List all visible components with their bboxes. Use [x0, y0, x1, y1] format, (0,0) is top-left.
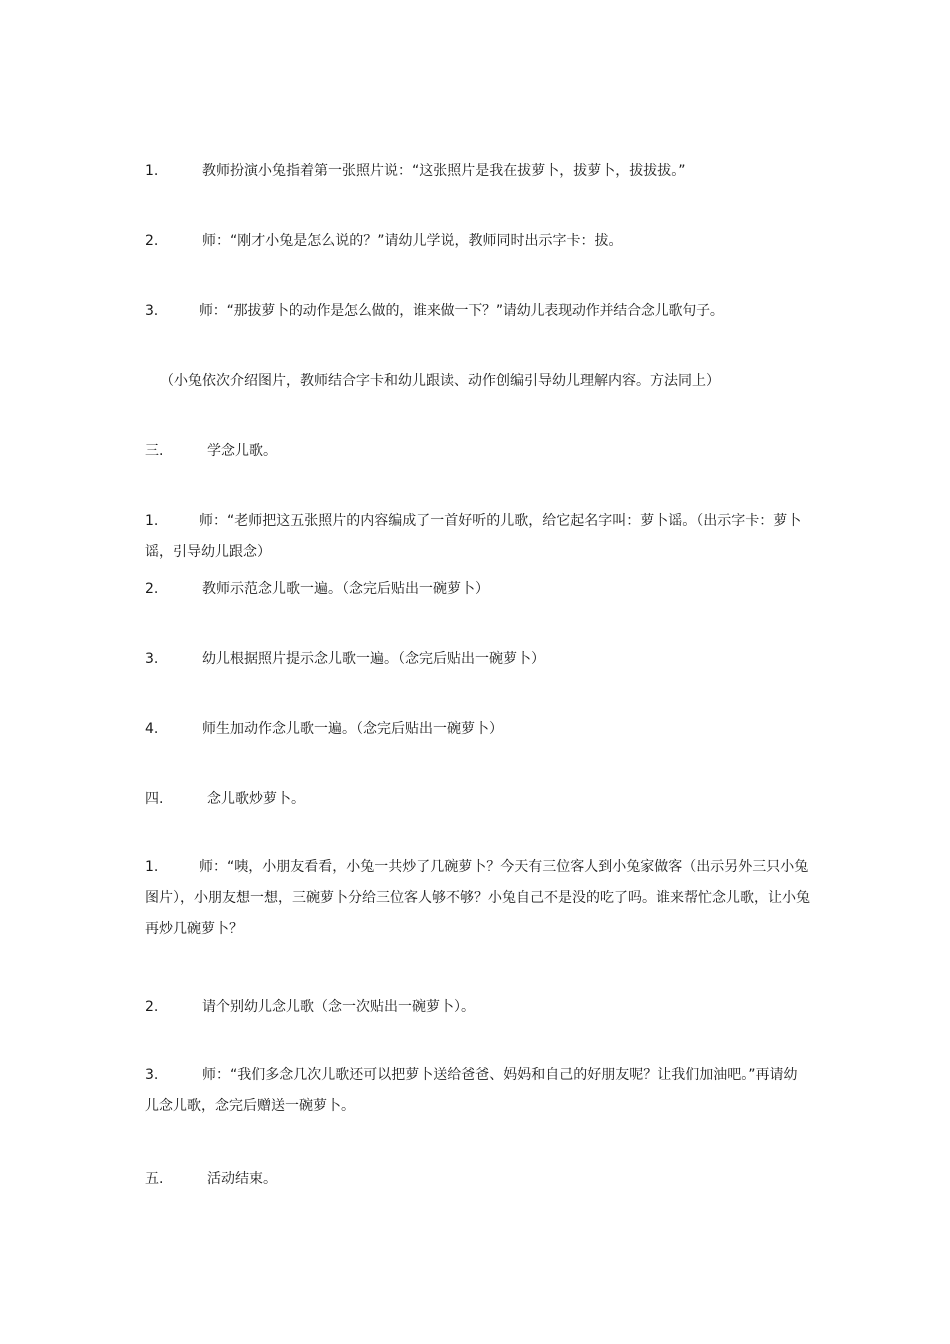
section-heading-3 — [145, 436, 810, 466]
item-text: 教师扮演小兔指着第一张照片说：“这张照片是我在拔萝卜，拔萝卜，拔拔拔。” — [202, 163, 686, 179]
paragraph-item-3b — [145, 644, 810, 674]
item-number: 1. — [145, 163, 159, 179]
section-title: 学念儿歌。 — [207, 443, 277, 459]
item-number: 1. — [145, 513, 159, 529]
item-number: 3. — [145, 1067, 159, 1083]
item-text: 师：“咦，小朋友看看，小兔一共炒了几碗萝卜？今天有三位客人到小兔家做客（出示另外三只小兔图片），小朋友想一想，三碗萝卜分给三位客人够不够？小兔自己不是没的吃了吗。谁来帮忙念儿歌，让小兔再炒几碗萝卜？ — [145, 859, 810, 937]
item-text: 师：“那拔萝卜的动作是怎么做的，谁来做一下？”请幼儿表现动作并结合念儿歌句子。 — [199, 303, 724, 319]
item-number: 4. — [145, 721, 159, 737]
item-number: 3. — [145, 303, 158, 319]
item-text: 幼儿根据照片提示念儿歌一遍。（念完后贴出一碗萝卜） — [202, 651, 545, 667]
paragraph-item-2 — [145, 226, 810, 256]
item-text: 师：“刚才小兔是怎么说的？”请幼儿学说，教师同时出示字卡：拔。 — [202, 233, 623, 249]
section-heading-4 — [145, 784, 810, 814]
section-heading-5 — [145, 1164, 810, 1194]
item-text: 请个别幼儿念儿歌（念一次贴出一碗萝卜）。 — [202, 999, 475, 1015]
section-title: 活动结束。 — [207, 1171, 277, 1187]
item-number: 2. — [145, 581, 159, 597]
section-number: 四. — [145, 791, 164, 807]
item-text: 教师示范念儿歌一遍。（念完后贴出一碗萝卜） — [202, 581, 489, 597]
paragraph-item-1c — [145, 852, 810, 945]
section-number: 五. — [145, 1171, 164, 1187]
item-number: 2. — [145, 999, 159, 1015]
item-number: 1. — [145, 859, 159, 875]
item-number: 3. — [145, 651, 159, 667]
method-note: （小兔依次介绍图片，教师结合字卡和幼儿跟读、动作创编引导幼儿理解内容。方法同上） — [160, 373, 720, 389]
paragraph-item-2b — [145, 574, 810, 604]
item-text: 师：“老师把这五张照片的内容编成了一首好听的儿歌，给它起名字叫：萝卜谣。（出示字卡：萝卜谣，引导幼儿跟念） — [145, 513, 802, 560]
paragraph-item-2c — [145, 992, 810, 1022]
item-text: 师：“我们多念几次儿歌还可以把萝卜送给爸爸、妈妈和自己的好朋友呢？让我们加油吧。”再请幼儿念儿歌，念完后赠送一碗萝卜。 — [145, 1067, 798, 1114]
paragraph-item-1b — [145, 506, 810, 568]
paragraph-item-3c — [145, 1060, 810, 1122]
paragraph-item-4b — [145, 714, 810, 744]
item-number: 2. — [145, 233, 159, 249]
paragraph-item-3 — [145, 296, 810, 326]
section-number: 三. — [145, 443, 164, 459]
paragraph-item-1 — [145, 156, 810, 186]
section-title: 念儿歌炒萝卜。 — [207, 791, 305, 807]
item-text: 师生加动作念儿歌一遍。（念完后贴出一碗萝卜） — [202, 721, 503, 737]
